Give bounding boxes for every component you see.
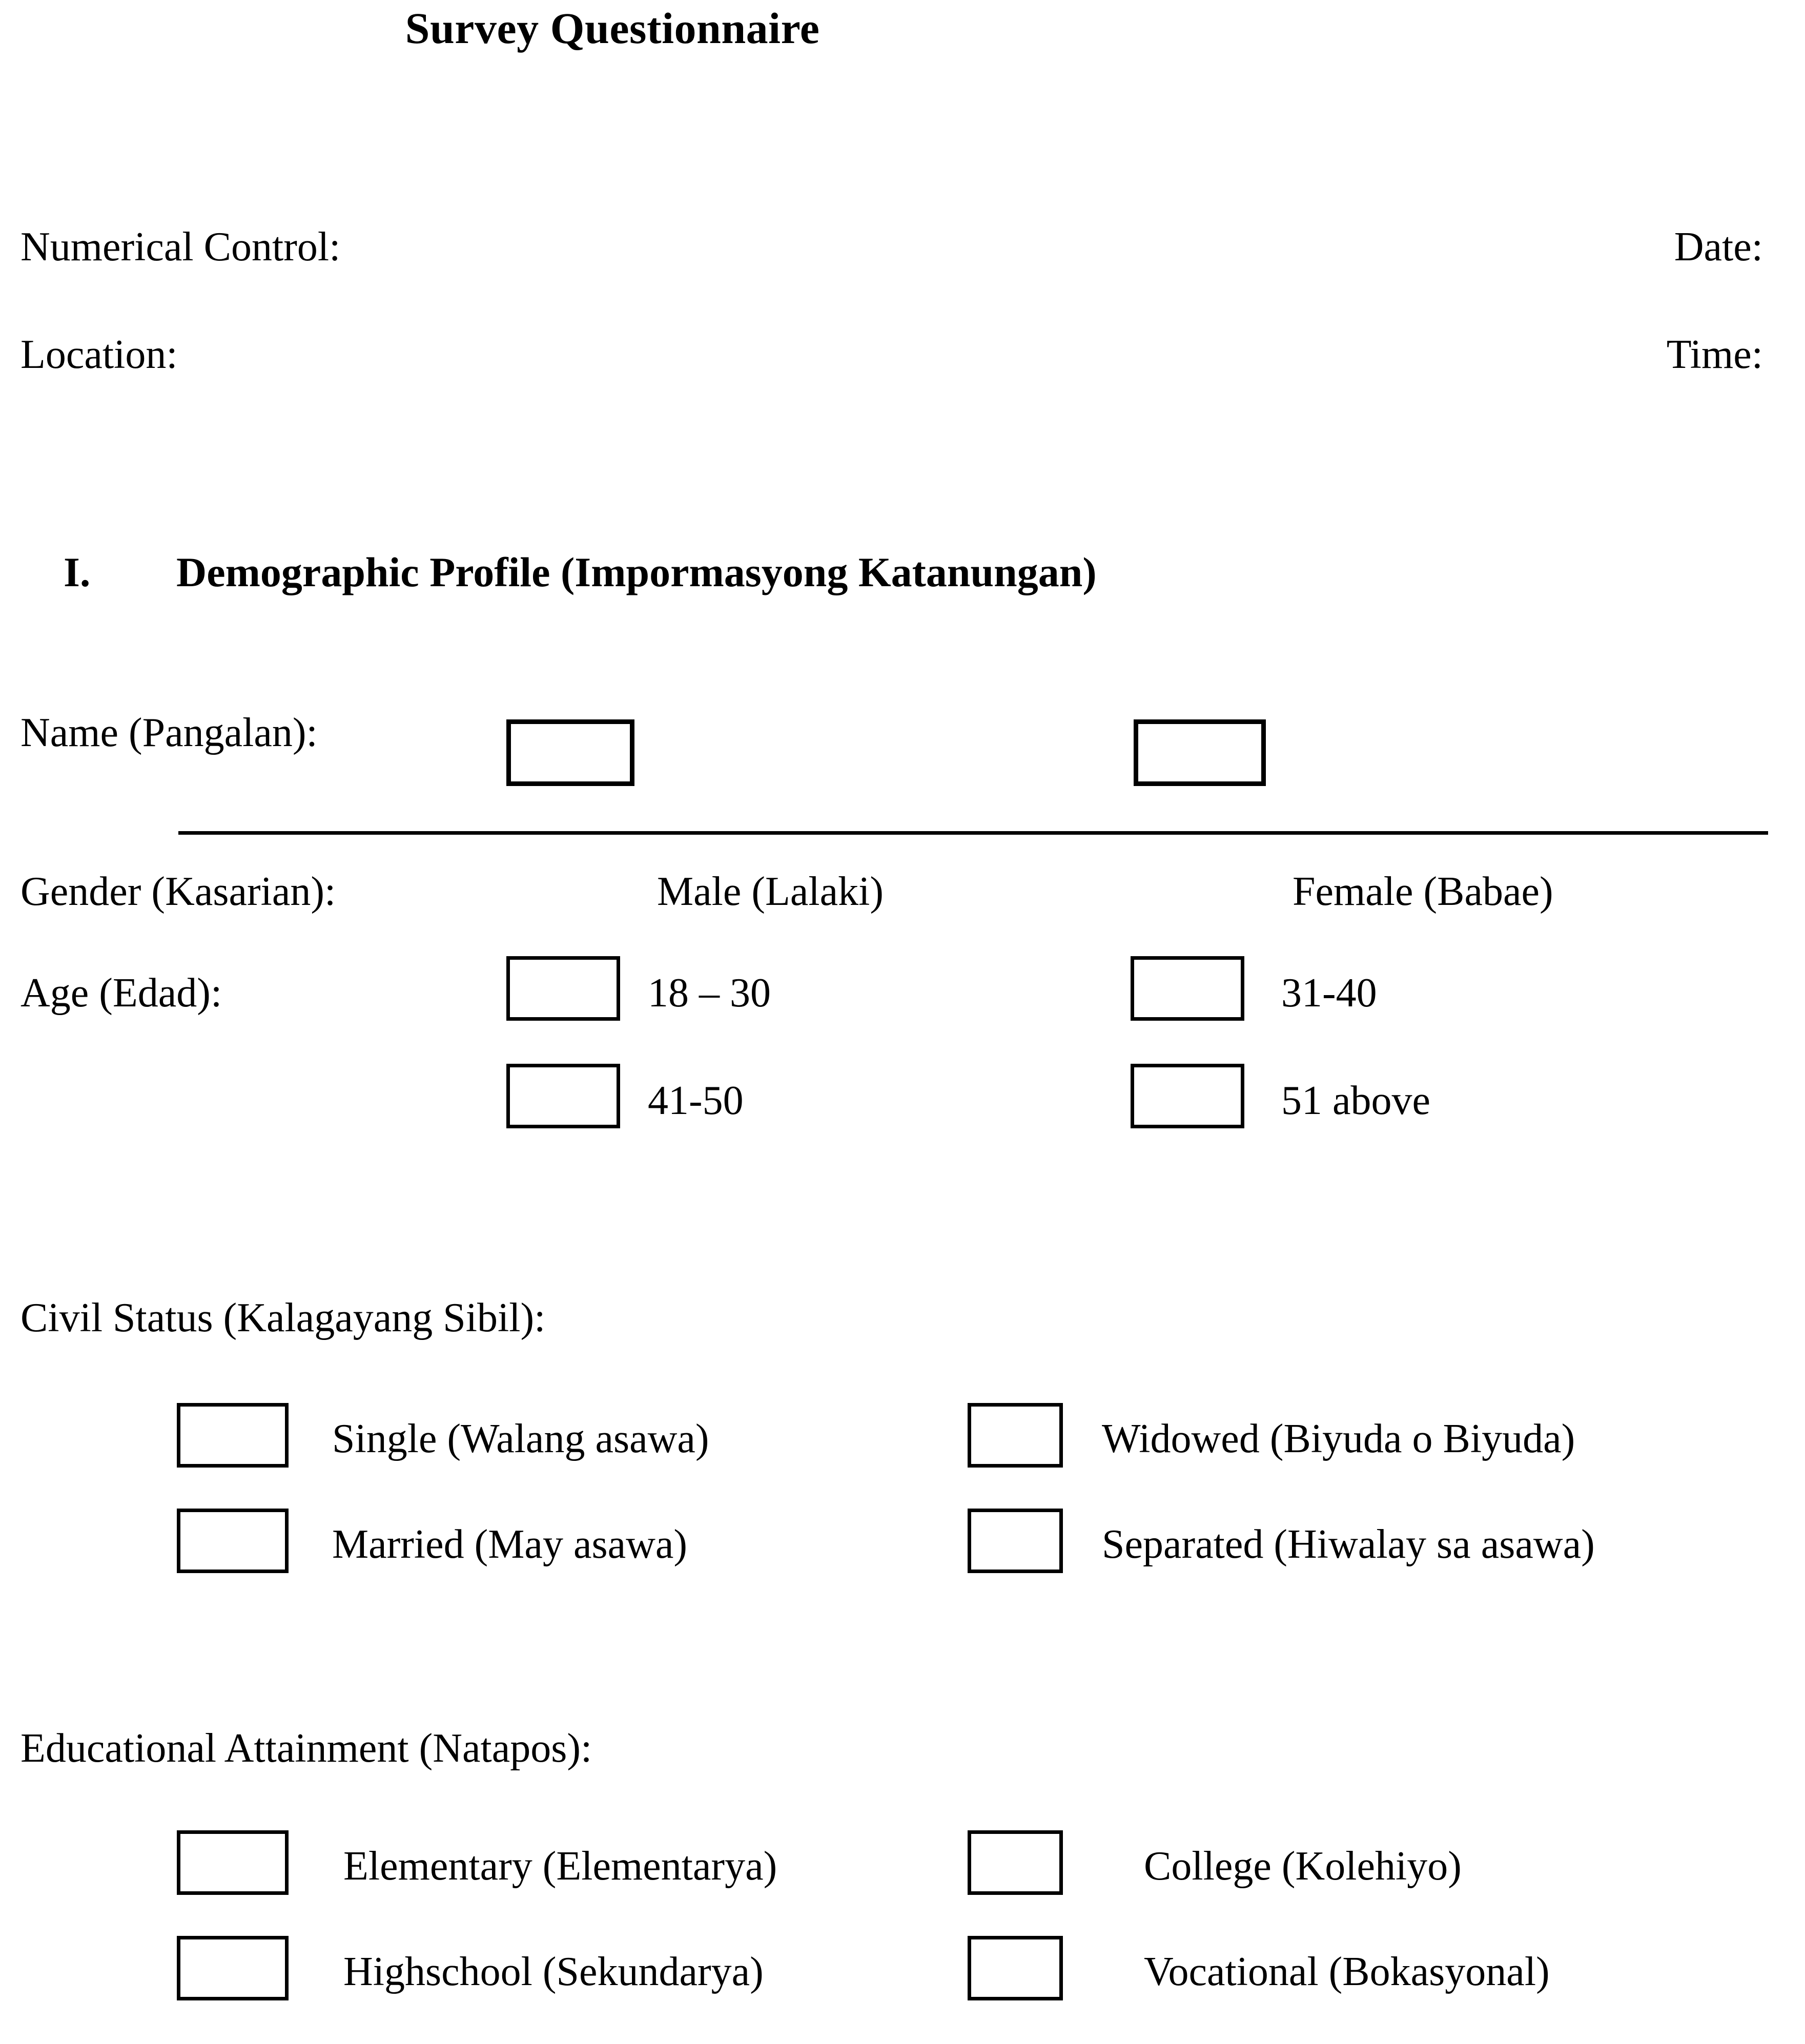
education-checkbox-college[interactable] xyxy=(968,1830,1063,1895)
education-checkbox-vocational[interactable] xyxy=(968,1936,1063,2000)
civil-status-label: Civil Status (Kalagayang Sibil): xyxy=(20,1295,546,1340)
age-checkbox-51-above[interactable] xyxy=(1131,1064,1244,1128)
education-option-label-college: College (Kolehiyo) xyxy=(1144,1844,1462,1889)
age-checkbox-31-40[interactable] xyxy=(1131,956,1244,1021)
name-field-box-2[interactable] xyxy=(1134,719,1266,786)
time-label: Time: xyxy=(1666,332,1763,377)
gender-label: Gender (Kasarian): xyxy=(20,869,336,914)
gender-option-male-label: Male (Lalaki) xyxy=(657,869,884,914)
age-checkbox-18-30[interactable] xyxy=(506,956,620,1021)
location-label: Location: xyxy=(20,332,178,377)
education-label: Educational Attainment (Natapos): xyxy=(20,1726,592,1771)
civil-status-option-label-married: Married (May asawa) xyxy=(332,1522,688,1567)
age-checkbox-41-50[interactable] xyxy=(506,1064,620,1128)
name-divider xyxy=(178,831,1768,835)
gender-option-female-label: Female (Babae) xyxy=(1293,869,1553,914)
age-label: Age (Edad): xyxy=(20,971,222,1016)
education-option-label-highschool: Highschool (Sekundarya) xyxy=(343,1949,764,1994)
education-option-label-vocational: Vocational (Bokasyonal) xyxy=(1144,1949,1550,1994)
age-option-label-51-above: 51 above xyxy=(1281,1078,1431,1123)
education-checkbox-highschool[interactable] xyxy=(177,1936,289,2000)
civil-status-checkbox-single[interactable] xyxy=(177,1403,289,1468)
education-option-label-elementary: Elementary (Elementarya) xyxy=(343,1844,777,1889)
civil-status-checkbox-married[interactable] xyxy=(177,1509,289,1573)
date-label: Date: xyxy=(1674,224,1763,270)
age-option-label-31-40: 31-40 xyxy=(1281,971,1377,1016)
education-checkbox-elementary[interactable] xyxy=(177,1830,289,1895)
section-heading-label: Demographic Profile (Impormasyong Katanungan) xyxy=(176,549,1097,595)
numerical-control-label: Numerical Control: xyxy=(20,224,341,270)
page-title: Survey Questionnaire xyxy=(405,4,820,53)
name-label: Name (Pangalan): xyxy=(20,710,318,755)
age-option-label-41-50: 41-50 xyxy=(648,1078,744,1123)
civil-status-option-label-widowed: Widowed (Biyuda o Biyuda) xyxy=(1102,1416,1575,1461)
civil-status-option-label-separated: Separated (Hiwalay sa asawa) xyxy=(1102,1522,1595,1567)
civil-status-checkbox-separated[interactable] xyxy=(968,1509,1063,1573)
age-option-label-18-30: 18 – 30 xyxy=(648,971,771,1016)
name-field-box-1[interactable] xyxy=(506,719,634,786)
section-heading-demographic-profile xyxy=(64,548,1097,596)
civil-status-option-label-single: Single (Walang asawa) xyxy=(332,1416,709,1461)
section-numeral: I. xyxy=(64,549,91,595)
civil-status-checkbox-widowed[interactable] xyxy=(968,1403,1063,1468)
